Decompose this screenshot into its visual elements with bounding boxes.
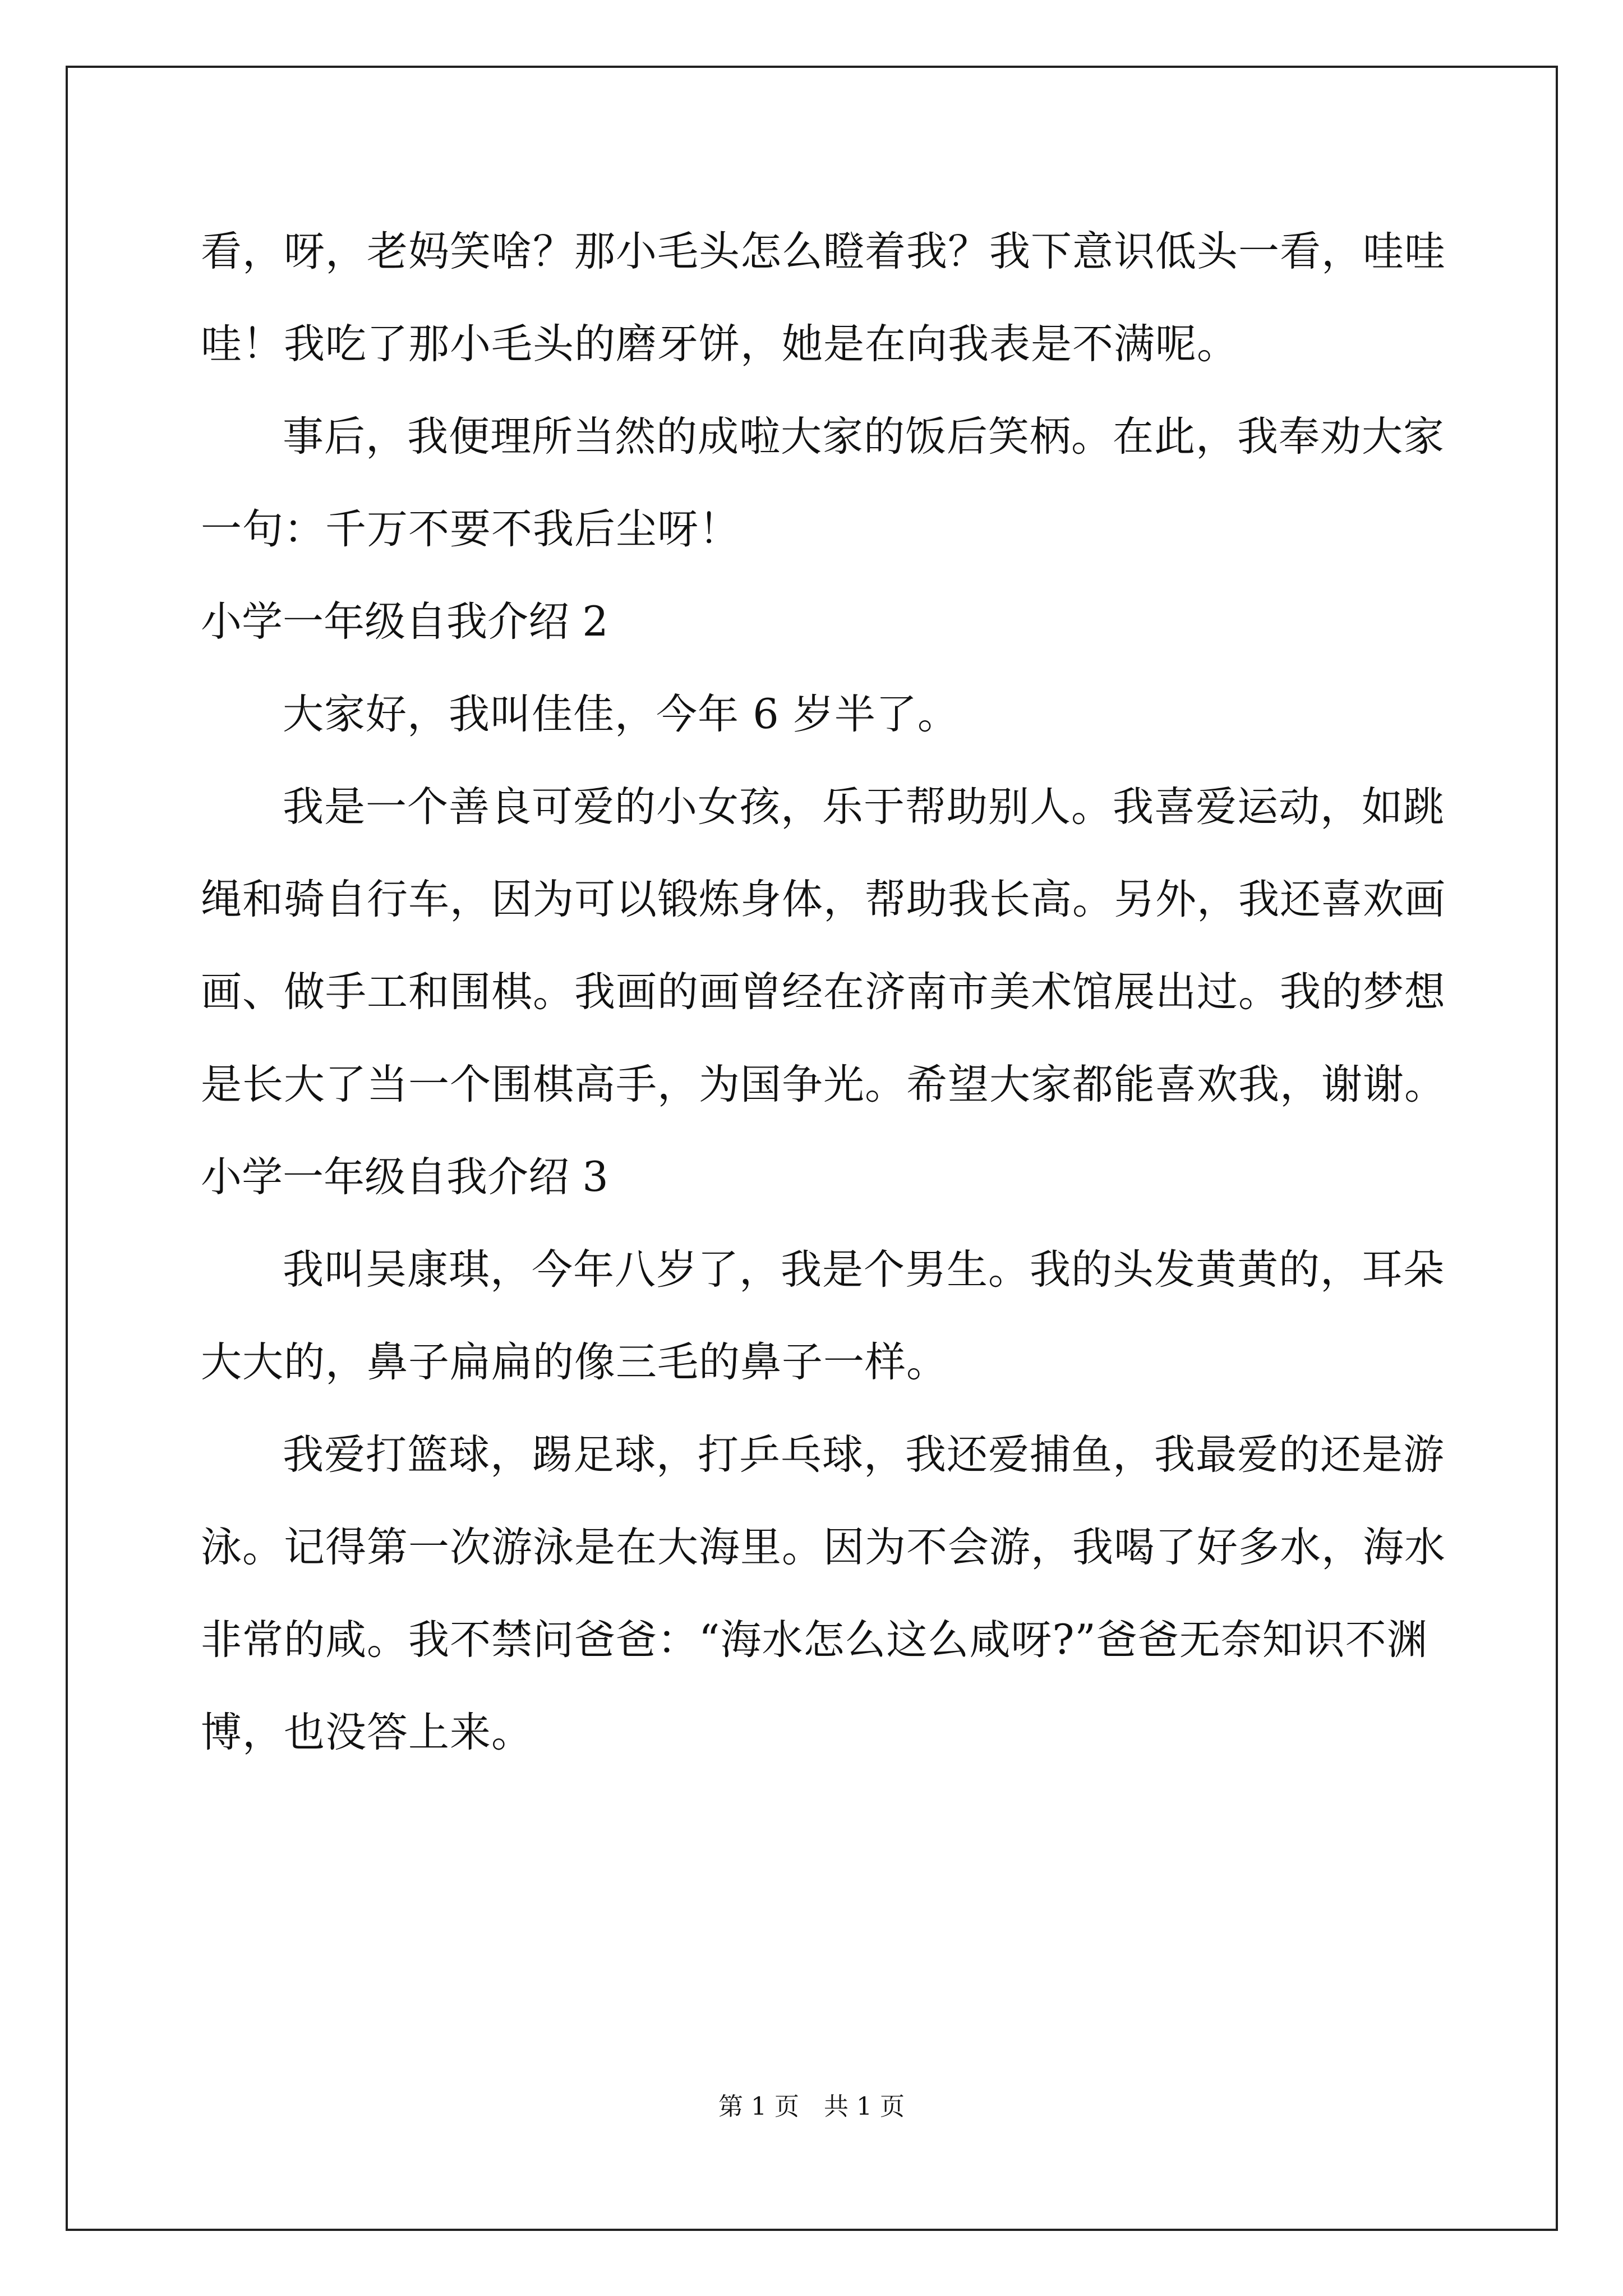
paragraph-line: 我叫吴康琪，今年八岁了，我是个男生。我的头发黄黄的，耳朵 (283, 1246, 1445, 1294)
paragraph-line: 大家好，我叫佳佳，今年 6 岁半了。 (283, 691, 959, 738)
paragraph-line: 博，也没答上来。 (201, 1709, 533, 1756)
page-number-footer: 第 1 页 共 1 页 (718, 2092, 905, 2121)
section-heading: 小学一年级自我介绍 2 (201, 598, 608, 646)
paragraph-line: 看，呀，老妈笑啥？那小毛头怎么瞪着我？我下意识低头一看，哇哇 (201, 228, 1446, 275)
paragraph-line: 我是一个善良可爱的小女孩，乐于帮助别人。我喜爱运动，如跳 (283, 783, 1445, 831)
paragraph-line: 事后，我便理所当然的成啦大家的饭后笑柄。在此，我奉劝大家 (283, 413, 1445, 461)
paragraph-line: 是长大了当一个围棋高手，为国争光。希望大家都能喜欢我，谢谢。 (201, 1061, 1446, 1108)
paragraph-line: 哇！我吃了那小毛头的磨牙饼，她是在向我表是不满呢。 (201, 320, 1238, 368)
document-body (201, 205, 1446, 1779)
paragraph-line: 泳。记得第一次游泳是在大海里。因为不会游，我喝了好多水，海水 (201, 1524, 1446, 1571)
section-heading: 小学一年级自我介绍 3 (201, 1153, 608, 1201)
paragraph-line: 画、做手工和围棋。我画的画曾经在济南市美术馆展出过。我的梦想 (201, 968, 1446, 1016)
paragraph-line: 大大的，鼻子扁扁的像三毛的鼻子一样。 (201, 1338, 948, 1386)
paragraph-line: 绳和骑自行车，因为可以锻炼身体，帮助我长高。另外，我还喜欢画 (201, 876, 1446, 923)
paragraph-line: 我爱打篮球，踢足球，打乒乓球，我还爱捕鱼，我最爱的还是游 (283, 1431, 1445, 1479)
paragraph-line: 非常的咸。我不禁问爸爸：“海水怎么这么咸呀?”爸爸无奈知识不渊 (201, 1616, 1428, 1664)
paragraph-line: 一句：千万不要不我后尘呀！ (201, 505, 740, 553)
